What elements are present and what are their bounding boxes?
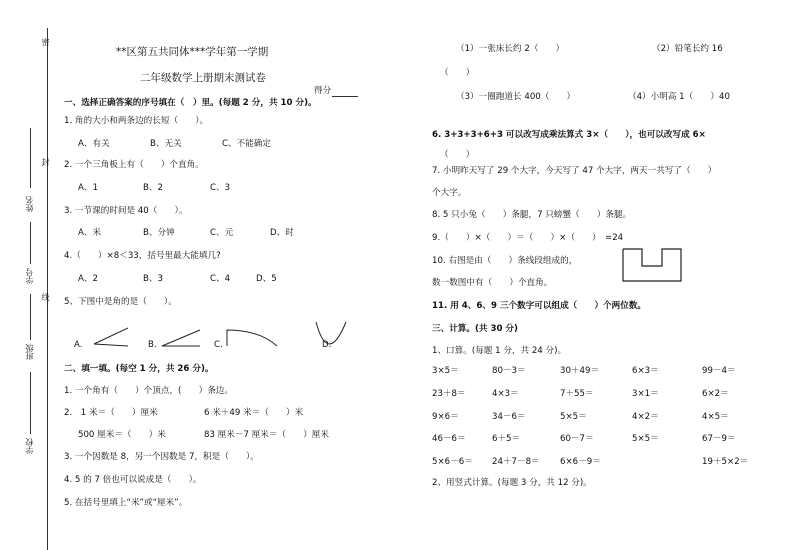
label-name: 姓名 bbox=[25, 196, 34, 212]
q5-option-d: D. bbox=[322, 340, 332, 350]
section-3-heading: 三、计算。(共 30 分) bbox=[432, 324, 518, 334]
fill-5: 5. 在括号里填上“米”或“厘米”。 bbox=[64, 498, 188, 508]
q1-option-a: A、有关 bbox=[78, 139, 110, 149]
q3-option-a: A、米 bbox=[78, 228, 102, 238]
fill-2b: 6 米＋49 米＝（ ）米 bbox=[204, 408, 304, 418]
school-blank bbox=[30, 372, 31, 434]
q5-option-a: A. bbox=[74, 340, 83, 350]
q3-option-c: C、元 bbox=[210, 228, 234, 238]
mental-math-heading: 1、口算。(每题 1 分，共 24 分)。 bbox=[432, 346, 567, 356]
fill-1: 1. 一个角有（ ）个顶点，( ）条边。 bbox=[64, 386, 233, 396]
calc-item: 30＋49＝ bbox=[560, 366, 600, 376]
calc-item: 23＋8＝ bbox=[432, 389, 466, 399]
fill-2d: 83 厘米－7 厘米＝（ ）厘米 bbox=[204, 430, 329, 440]
q1-option-b: B、无关 bbox=[150, 139, 182, 149]
calc-item: 24＋7－8＝ bbox=[492, 457, 540, 467]
label-student-id: 学号 bbox=[25, 268, 34, 284]
calc-item: 3×1＝ bbox=[632, 389, 659, 399]
score-blank bbox=[332, 96, 358, 97]
vertical-calc-heading: 2、用竖式计算。(每题 3 分，共 12 分)。 bbox=[432, 478, 592, 488]
q4-option-b: B、3 bbox=[143, 274, 163, 284]
question-3: 3. 一节课的时间是 40（ ）。 bbox=[64, 206, 188, 216]
fill-5-item-2: （2）铅笔长约 16 bbox=[652, 44, 723, 54]
name-blank bbox=[30, 128, 31, 188]
calc-item: 5×5＝ bbox=[560, 412, 587, 422]
fill-7-line2: 个大字。 bbox=[432, 188, 467, 198]
exam-title-line2: 二年级数学上册期末测试卷 bbox=[140, 72, 266, 84]
fill-7-line1: 7. 小明昨天写了 29 个大字，今天写了 47 个大字，两天一共写了（ ） bbox=[432, 166, 717, 176]
question-5: 5、下图中是角的是（ ）。 bbox=[64, 297, 177, 307]
fill-2c: 500 厘米＝（ ）米 bbox=[78, 430, 166, 440]
figure-c-curve bbox=[225, 326, 281, 350]
q5-option-c: C. bbox=[214, 340, 223, 350]
calc-item: 67－9＝ bbox=[702, 434, 736, 444]
q1-option-c: C、不能确定 bbox=[222, 139, 271, 149]
fill-3: 3. 一个因数是 8，另一个因数是 7，积是（ ）。 bbox=[64, 452, 259, 462]
calc-item: 9×6＝ bbox=[432, 412, 459, 422]
calc-item: 4×5＝ bbox=[702, 412, 729, 422]
fill-5-item-1: （1）一张床长约 2（ ） bbox=[456, 44, 565, 54]
fill-10-line2: 数一数图中有（ ）个直角。 bbox=[432, 278, 553, 288]
calc-item: 5×6－6＝ bbox=[432, 457, 473, 467]
q4-option-c: C、4 bbox=[210, 274, 231, 284]
calc-item: 80－3＝ bbox=[492, 366, 526, 376]
fill-6-line2: （ ） bbox=[440, 150, 475, 160]
calc-item: 7＋55＝ bbox=[560, 389, 594, 399]
q2-option-c: C、3 bbox=[210, 183, 231, 193]
calc-item: 60－7＝ bbox=[560, 434, 594, 444]
figure-b-angle bbox=[160, 328, 202, 348]
binding-mark-seal: 密 bbox=[41, 38, 50, 46]
calc-item: 99－4＝ bbox=[702, 366, 736, 376]
fill-6-line1: 6. 3+3+3+6+3 可以改写成乘法算式 3×（ ），也可以改写成 6× bbox=[432, 130, 706, 140]
fill-9: 9.（ ）×（ ）＝（ ）×（ ） =24 bbox=[432, 233, 624, 243]
fill-10-line1: 10. 右图是由（ ）条线段组成的， bbox=[432, 256, 578, 266]
fill-11: 11. 用 4、6、9 三个数字可以组成（ ）个两位数。 bbox=[432, 301, 647, 311]
figure-d-curve bbox=[314, 320, 348, 350]
section-2-heading: 二、填一填。(每空 1 分，共 26 分)。 bbox=[64, 364, 214, 374]
question-1: 1. 角的大小和两条边的长短（ ）。 bbox=[64, 116, 209, 126]
calc-item: 6＋5＝ bbox=[492, 434, 521, 444]
binding-mark-seal: 封 bbox=[41, 158, 50, 166]
q5-option-b: B. bbox=[148, 340, 157, 350]
q4-option-d: D、5 bbox=[256, 274, 277, 284]
calc-item: 34－6＝ bbox=[492, 412, 526, 422]
exam-title-line1: **区第五共同体***学年第一学期 bbox=[116, 46, 269, 58]
calc-item: 46－6＝ bbox=[432, 434, 466, 444]
question-2: 2. 一个三角板上有（ ）个直角。 bbox=[64, 160, 204, 170]
section-1-heading: 一、选择正确答案的序号填在（ ）里。(每题 2 分，共 10 分)。 bbox=[64, 98, 317, 108]
student-id-blank bbox=[30, 222, 31, 264]
calc-item: 6×3＝ bbox=[632, 366, 659, 376]
calc-item: 5×5＝ bbox=[632, 434, 659, 444]
calc-item: 3×5＝ bbox=[432, 366, 459, 376]
fill-5-item-2-blank: （ ） bbox=[440, 68, 475, 78]
calc-item: 4×2＝ bbox=[632, 412, 659, 422]
figure-a-angle bbox=[92, 326, 132, 348]
binding-line bbox=[47, 28, 48, 550]
calc-item: 6×6－9＝ bbox=[560, 457, 601, 467]
q4-option-a: A、2 bbox=[78, 274, 98, 284]
calc-item: 6×2＝ bbox=[702, 389, 729, 399]
calc-item: 19＋5×2＝ bbox=[702, 457, 749, 467]
fill-8: 8. 5 只小兔（ ）条腿，7 只螃蟹（ ）条腿。 bbox=[432, 210, 632, 220]
calc-item: 4×3＝ bbox=[492, 389, 519, 399]
fill-5-item-3: （3）一圈跑道长 400（ ） bbox=[456, 92, 576, 102]
binding-mark-line: 线 bbox=[41, 293, 50, 301]
notch-rectangle-figure bbox=[622, 248, 682, 282]
q2-option-a: A、1 bbox=[78, 183, 98, 193]
fill-4: 4. 5 的 7 倍也可以说成是（ ）。 bbox=[64, 475, 202, 485]
question-4: 4.（ ）×8＜33，括号里最大能填几? bbox=[64, 251, 221, 261]
fill-2a: 2. 1 米＝（ ）厘米 bbox=[64, 408, 158, 418]
label-class: 班级 bbox=[25, 344, 34, 360]
label-school: 学校 bbox=[25, 438, 34, 454]
class-blank bbox=[30, 294, 31, 340]
q2-option-b: B、2 bbox=[143, 183, 163, 193]
fill-5-item-4: （4）小明高 1（ ）40 bbox=[628, 92, 730, 102]
q3-option-d: D、时 bbox=[270, 228, 294, 238]
score-label: 得分 bbox=[314, 86, 332, 96]
q3-option-b: B、分钟 bbox=[143, 228, 175, 238]
